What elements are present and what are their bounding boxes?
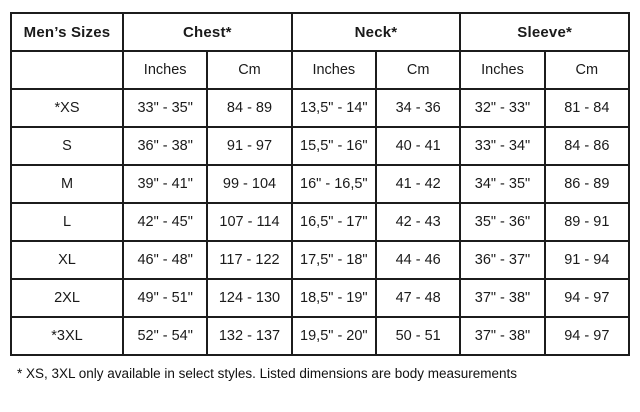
sleeve-inches-value: 37" - 38" <box>460 317 544 355</box>
chest-cm-value: 99 - 104 <box>207 165 291 203</box>
neck-cm-value: 40 - 41 <box>376 127 460 165</box>
table-row <box>11 127 629 165</box>
sleeve-cm-header: Cm <box>545 51 629 89</box>
size-label: 2XL <box>11 279 123 317</box>
table-row <box>11 241 629 279</box>
neck-cm-header: Cm <box>376 51 460 89</box>
neck-inches-value: 17,5" - 18" <box>292 241 376 279</box>
chest-cm-value: 132 - 137 <box>207 317 291 355</box>
size-label: *3XL <box>11 317 123 355</box>
sleeve-inches-value: 32" - 33" <box>460 89 544 127</box>
sleeve-cm-value: 94 - 97 <box>545 279 629 317</box>
neck-cm-value: 47 - 48 <box>376 279 460 317</box>
sleeve-cm-value: 91 - 94 <box>545 241 629 279</box>
sleeve-cm-value: 94 - 97 <box>545 317 629 355</box>
footnote-text: * XS, 3XL only available in select styles. Listed dimensions are body measurements <box>17 366 518 381</box>
table-row <box>11 317 629 355</box>
sleeve-cm-value: 89 - 91 <box>545 203 629 241</box>
chest-inches-value: 49" - 51" <box>123 279 207 317</box>
mens-size-chart <box>10 12 630 356</box>
chest-cm-value: 107 - 114 <box>207 203 291 241</box>
sleeve-group-header: Sleeve* <box>460 13 629 51</box>
table-row <box>11 203 629 241</box>
chest-cm-value: 124 - 130 <box>207 279 291 317</box>
sleeve-inches-value: 34" - 35" <box>460 165 544 203</box>
chest-group-header: Chest* <box>123 13 292 51</box>
neck-inches-value: 16,5" - 17" <box>292 203 376 241</box>
sleeve-inches-header: Inches <box>460 51 544 89</box>
size-label: *XS <box>11 89 123 127</box>
neck-inches-header: Inches <box>292 51 376 89</box>
neck-inches-value: 18,5" - 19" <box>292 279 376 317</box>
unit-header-row <box>11 51 629 89</box>
table-row <box>11 89 629 127</box>
neck-cm-value: 50 - 51 <box>376 317 460 355</box>
neck-inches-value: 15,5" - 16" <box>292 127 376 165</box>
sleeve-inches-value: 36" - 37" <box>460 241 544 279</box>
chest-inches-value: 46" - 48" <box>123 241 207 279</box>
neck-inches-value: 16" - 16,5" <box>292 165 376 203</box>
size-label: S <box>11 127 123 165</box>
sleeve-inches-value: 35" - 36" <box>460 203 544 241</box>
group-header-row <box>11 13 629 51</box>
size-label: M <box>11 165 123 203</box>
chest-inches-header: Inches <box>123 51 207 89</box>
chest-inches-value: 42" - 45" <box>123 203 207 241</box>
empty-header-cell <box>11 51 123 89</box>
size-label: XL <box>11 241 123 279</box>
neck-cm-value: 34 - 36 <box>376 89 460 127</box>
neck-group-header: Neck* <box>292 13 461 51</box>
sleeve-cm-value: 84 - 86 <box>545 127 629 165</box>
size-label: L <box>11 203 123 241</box>
chest-inches-value: 39" - 41" <box>123 165 207 203</box>
sleeve-inches-value: 33" - 34" <box>460 127 544 165</box>
neck-cm-value: 44 - 46 <box>376 241 460 279</box>
chest-cm-value: 84 - 89 <box>207 89 291 127</box>
table-row <box>11 279 629 317</box>
sleeve-cm-value: 81 - 84 <box>545 89 629 127</box>
neck-inches-value: 19,5" - 20" <box>292 317 376 355</box>
size-column-header: Men’s Sizes <box>11 13 123 51</box>
sleeve-cm-value: 86 - 89 <box>545 165 629 203</box>
table-row <box>11 165 629 203</box>
neck-inches-value: 13,5" - 14" <box>292 89 376 127</box>
neck-cm-value: 42 - 43 <box>376 203 460 241</box>
chest-cm-value: 117 - 122 <box>207 241 291 279</box>
chest-inches-value: 36" - 38" <box>123 127 207 165</box>
neck-cm-value: 41 - 42 <box>376 165 460 203</box>
chest-cm-header: Cm <box>207 51 291 89</box>
chest-inches-value: 33" - 35" <box>123 89 207 127</box>
chest-inches-value: 52" - 54" <box>123 317 207 355</box>
chest-cm-value: 91 - 97 <box>207 127 291 165</box>
sleeve-inches-value: 37" - 38" <box>460 279 544 317</box>
